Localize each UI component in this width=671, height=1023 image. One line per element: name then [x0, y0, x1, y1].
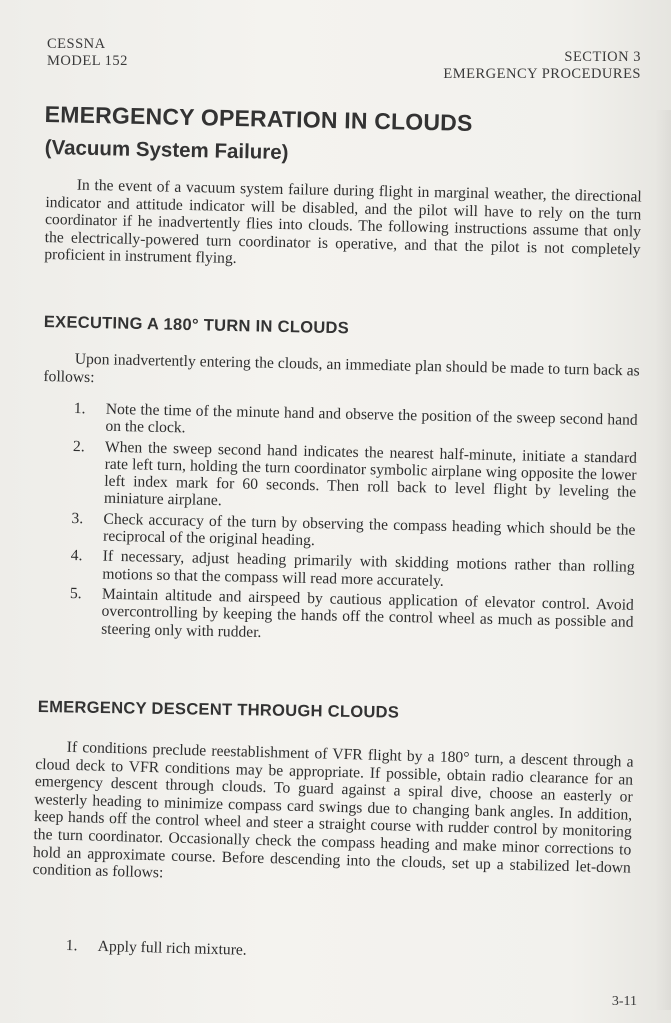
- step-number: 2.: [72, 437, 85, 455]
- step-text: Check accuracy of the turn by observing the compass heading which should be the reciprocal of the original heading.: [102, 510, 636, 550]
- turn-section-paragraph: Upon inadvertently entering the clouds, an immediate plan should be made to turn back as follows:: [43, 350, 640, 386]
- header-left: [47, 36, 128, 70]
- step-number: 3.: [71, 509, 84, 528]
- intro-paragraph: In the event of a vacuum system failure during flight in marginal weather, the directional indicator and attitude indicator will be disabled, and the pilot will have to rely on the turn coordinator if he inadvertently flies into clouds. The following instructions assume that only the electrically-powered turn coordinator is operative, and that the pilot is not completely proficient in instrument flying.: [44, 176, 642, 268]
- header-manufacturer: CESSNA: [47, 36, 106, 52]
- page-number: 3-11: [611, 994, 637, 1009]
- list-item: [64, 937, 624, 969]
- header-section: SECTION 3: [564, 49, 641, 65]
- step-number: 4.: [70, 547, 83, 565]
- header-section-title: EMERGENCY PROCEDURES: [443, 66, 641, 82]
- step-number: 1.: [73, 400, 86, 418]
- step-text: If necessary, adjust heading primarily with skidding motions rather than rolling motions so that the compass will read more accurately.: [102, 548, 635, 590]
- header-model: MODEL 152: [47, 53, 128, 69]
- step-text: Maintain altitude and airspeed by cautious application of elevator control. Avoid overcontrolling by keeping the hands off the control wheel as much as possible and steering only with rudder.: [101, 585, 635, 641]
- step-number: 1.: [65, 937, 78, 955]
- step-text: Note the time of the minute hand and observe the position of the sweep second hand on the clock.: [105, 400, 638, 437]
- header-right: [443, 49, 641, 83]
- turn-section-heading: EXECUTING A 180° TURN IN CLOUDS: [43, 313, 350, 338]
- descent-section-heading: EMERGENCY DESCENT THROUGH CLOUDS: [37, 698, 400, 722]
- step-text: When the sweep second hand indicates the nearest half-minute, initiate a standard rate left turn, holding the turn coordinator symbolic airplane wing opposite the lower left index mark for 60 seconds. Then roll back to level flight by leveling the miniature airplane.: [103, 438, 638, 510]
- step-text: Apply full rich mixture.: [97, 937, 247, 959]
- step-number: 5.: [69, 584, 82, 603]
- page-title: EMERGENCY OPERATION IN CLOUDS: [44, 101, 473, 136]
- descent-section-paragraph: If conditions preclude reestablishment of VFR flight by a 180° turn, a descent through a cloud deck to VFR conditions may be appropriate. If possible, obtain radio clearance for an emergency descent through clouds. To guard against a spiral dive, choose an easterly or westerly heading to minimize compass card swings due to changing bank angles. In addition, keep hands off the control wheel and steer a straight course with rudder control by monitoring the turn coordinator. Occasionally check the compass heading and make minor corrections to hold an approximate course. Before descending into the clouds, set up a stabilized let-down condition as follows:: [32, 738, 634, 882]
- turn-steps-list: [67, 400, 638, 652]
- page-edge-shadow: [655, 110, 671, 1010]
- list-item: [70, 438, 637, 519]
- descent-steps-list: [63, 937, 623, 972]
- list-item: [67, 585, 634, 649]
- page-subtitle: (Vacuum System Failure): [44, 136, 289, 165]
